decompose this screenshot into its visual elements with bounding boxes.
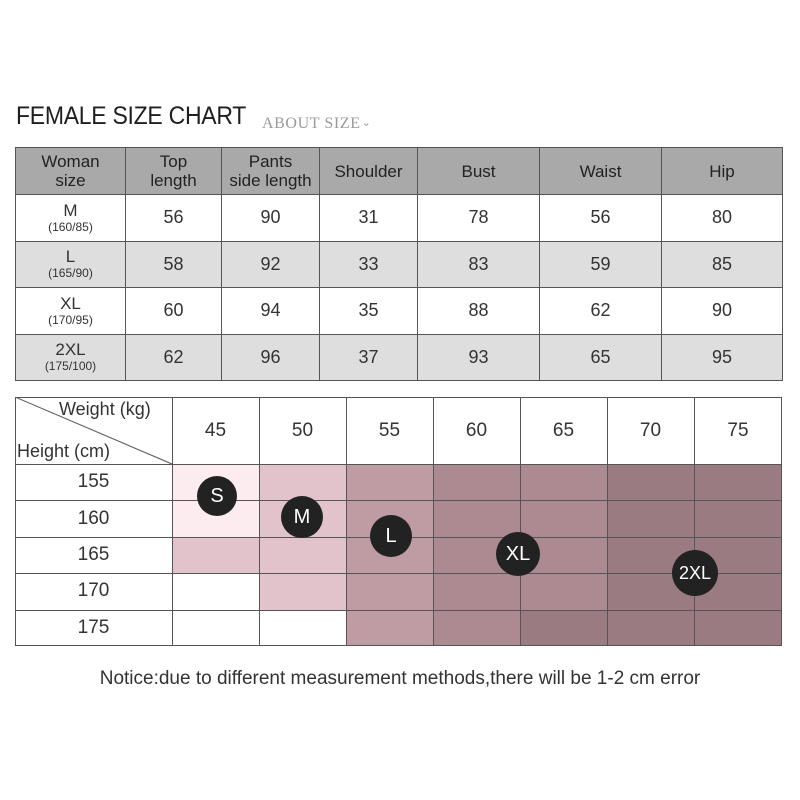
size-label-cell (16, 334, 126, 381)
weight-header-cell: 55 (378, 419, 401, 441)
weight-axis-label: Weight (kg) (59, 399, 151, 419)
height-row-label: 165 (77, 543, 110, 565)
measurement-cell: 65 (540, 334, 662, 381)
chevron-down-icon: ⌄ (361, 117, 372, 129)
header-top-length: Top length (126, 148, 222, 195)
height-row-label: 155 (77, 471, 110, 493)
header-shoulder: Shoulder (320, 148, 418, 195)
size-range: (165/90) (48, 266, 93, 281)
measurement-cell: 35 (320, 288, 418, 335)
measurement-cell: 83 (418, 241, 540, 288)
table-row (16, 334, 783, 381)
page-title: FEMALE SIZE CHART (16, 102, 247, 130)
weight-header-cell: 60 (465, 419, 488, 441)
measurement-cell: 56 (540, 195, 662, 242)
weight-header-cell: 50 (291, 419, 314, 441)
measurement-cell: 88 (418, 288, 540, 335)
size-table (15, 147, 783, 381)
measurement-cell: 60 (126, 288, 222, 335)
measurement-cell: 92 (222, 241, 320, 288)
size-label-cell (16, 241, 126, 288)
measurement-cell: 80 (662, 195, 783, 242)
measurement-cell: 94 (222, 288, 320, 335)
size-range: (175/100) (44, 359, 97, 374)
measurement-cell: 90 (222, 195, 320, 242)
measurement-cell: 33 (320, 241, 418, 288)
height-row-label: 175 (77, 616, 110, 638)
measurement-cell: 58 (126, 241, 222, 288)
measurement-cell: 62 (126, 334, 222, 381)
measurement-cell: 78 (418, 195, 540, 242)
size-name: M (63, 200, 78, 220)
measurement-cell: 93 (418, 334, 540, 381)
height-row-label: 170 (77, 580, 110, 602)
measurement-cell: 96 (222, 334, 320, 381)
measurement-cell: 95 (662, 334, 783, 381)
weight-height-grid (15, 397, 782, 646)
measurement-cell: 31 (320, 195, 418, 242)
header-woman-size: Woman size (16, 148, 126, 195)
measurement-cell: 85 (662, 241, 783, 288)
measurement-cell: 90 (662, 288, 783, 335)
measurement-cell: 59 (540, 241, 662, 288)
size-range: (160/85) (48, 219, 93, 234)
table-row (16, 241, 783, 288)
size-badge: L (370, 515, 412, 557)
size-badge: S (197, 476, 237, 516)
size-badge: 2XL (672, 550, 718, 596)
size-label-cell (16, 288, 126, 335)
size-name: L (65, 247, 76, 267)
size-range: (170/95) (48, 312, 93, 327)
table-row (16, 288, 783, 335)
subtitle-text: ABOUT SIZE (262, 115, 361, 132)
weight-header-cell: 75 (727, 419, 749, 441)
page-subtitle (262, 115, 371, 133)
size-badge: M (281, 496, 323, 538)
header-pants-side-length: Pants side length (222, 148, 320, 195)
size-label-cell (16, 195, 126, 242)
table-row (16, 195, 783, 242)
weight-header-cell: 70 (639, 419, 662, 441)
size-badge: XL (496, 532, 540, 576)
header-bust: Bust (418, 148, 540, 195)
measurement-cell: 62 (540, 288, 662, 335)
height-axis-label: Height (cm) (17, 441, 111, 461)
header-waist: Waist (540, 148, 662, 195)
size-name: 2XL (55, 340, 86, 360)
header-hip: Hip (662, 148, 783, 195)
height-row-label: 160 (77, 507, 110, 529)
weight-header-cell: 45 (204, 419, 227, 441)
measurement-cell: 56 (126, 195, 222, 242)
size-name: XL (60, 293, 81, 313)
measurement-cell: 37 (320, 334, 418, 381)
size-table-header-row (16, 148, 783, 195)
notice-text: Notice:due to different measurement methods,there will be 1-2 cm error (99, 668, 701, 689)
weight-header-cell: 65 (552, 419, 575, 441)
